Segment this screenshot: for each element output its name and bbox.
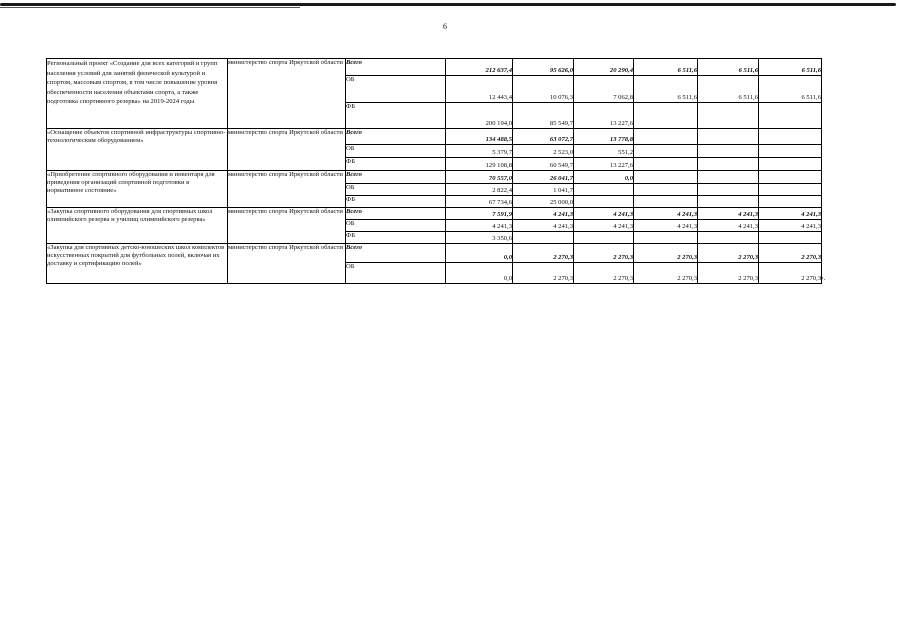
value-cell bbox=[634, 184, 698, 196]
value-cell bbox=[634, 171, 698, 184]
value-cell bbox=[759, 145, 822, 158]
value-cell: 0,0 bbox=[446, 244, 513, 263]
value-cell: 2 270,3 bbox=[513, 263, 574, 284]
table-row bbox=[47, 59, 822, 76]
value-cell: 200 194,0 bbox=[446, 103, 513, 129]
value-cell: 67 734,6 bbox=[446, 196, 513, 208]
funding-source: ФБ bbox=[346, 103, 446, 129]
value-cell: 12 443,4 bbox=[446, 76, 513, 103]
value-cell: 13 778,8 bbox=[574, 129, 634, 145]
value-cell: 4 241,3 bbox=[634, 208, 698, 220]
value-cell bbox=[634, 103, 698, 129]
value-cell: 63 072,7 bbox=[513, 129, 574, 145]
value-cell: 1 041,7 bbox=[513, 184, 574, 196]
value-cell: 10 076,3 bbox=[513, 76, 574, 103]
value-cell bbox=[759, 103, 822, 129]
table-row bbox=[47, 244, 822, 263]
value-cell: 7 062,8 bbox=[574, 76, 634, 103]
budget-table bbox=[46, 58, 822, 284]
value-cell bbox=[759, 196, 822, 208]
page-number: 6 bbox=[443, 22, 447, 31]
value-cell: 4 241,3 bbox=[634, 220, 698, 232]
ministry-name: министерство спорта Иркутской области bbox=[228, 59, 346, 129]
value-cell: 4 241,3 bbox=[513, 208, 574, 220]
value-cell: 7 591,9 bbox=[446, 208, 513, 220]
funding-source: ОБ bbox=[346, 220, 446, 232]
value-cell bbox=[634, 145, 698, 158]
value-cell bbox=[759, 232, 822, 244]
value-cell: 2 270,3 bbox=[698, 244, 759, 263]
value-cell: 129 108,8 bbox=[446, 158, 513, 171]
ministry-name: министерство спорта Иркутской области bbox=[228, 171, 346, 208]
value-cell: 212 637,4 bbox=[446, 59, 513, 76]
value-cell bbox=[513, 232, 574, 244]
funding-source: Всего bbox=[346, 208, 446, 220]
scan-edge-line bbox=[0, 3, 896, 6]
value-cell bbox=[698, 171, 759, 184]
value-cell: 0,0 bbox=[574, 171, 634, 184]
value-cell: 2 270,3 bbox=[698, 263, 759, 284]
value-cell: 13 227,6 bbox=[574, 158, 634, 171]
value-cell: 4 241,3 bbox=[574, 220, 634, 232]
value-cell: 4 241,3 bbox=[513, 220, 574, 232]
closing-quote-mark: ». bbox=[820, 274, 826, 282]
value-cell: 134 488,5 bbox=[446, 129, 513, 145]
value-cell: 6 511,6 bbox=[759, 76, 822, 103]
value-cell: 60 549,7 bbox=[513, 158, 574, 171]
value-cell: 5 379,7 bbox=[446, 145, 513, 158]
value-cell: 0,0 bbox=[446, 263, 513, 284]
project-name: Региональный проект «Создание для всех категорий и групп населения условий для занятий физической культурой и спортом, массовым спортом, в том числе повышение уровня обеспеченности населения объектами спорта, а также подготовка спортивного резерва» на 2019-2024 годы bbox=[47, 59, 228, 129]
value-cell: 6 511,6 bbox=[634, 59, 698, 76]
ministry-name: министерство спорта Иркутской области bbox=[228, 208, 346, 244]
value-cell: 25 000,0 bbox=[513, 196, 574, 208]
project-name: «Закупка спортивного оборудования для спортивных школ олимпийского резерва и училищ олимпийского резерва» bbox=[47, 208, 228, 244]
value-cell bbox=[698, 145, 759, 158]
value-cell: 6 511,6 bbox=[634, 76, 698, 103]
ministry-name: министерство спорта Иркутской области bbox=[228, 129, 346, 171]
value-cell bbox=[574, 196, 634, 208]
value-cell: 70 557,0 bbox=[446, 171, 513, 184]
value-cell: 6 511,6 bbox=[759, 59, 822, 76]
value-cell: 95 626,0 bbox=[513, 59, 574, 76]
value-cell: 4 241,3 bbox=[759, 220, 822, 232]
value-cell bbox=[759, 171, 822, 184]
value-cell: 2 523,0 bbox=[513, 145, 574, 158]
value-cell: 4 241,3 bbox=[698, 208, 759, 220]
value-cell: 6 511,6 bbox=[698, 59, 759, 76]
value-cell bbox=[698, 196, 759, 208]
scan-edge-shadow bbox=[0, 7, 300, 8]
value-cell: 13 227,6 bbox=[574, 103, 634, 129]
value-cell: 4 241,3 bbox=[698, 220, 759, 232]
value-cell bbox=[634, 232, 698, 244]
value-cell: 4 241,3 bbox=[446, 220, 513, 232]
value-cell bbox=[698, 129, 759, 145]
value-cell: 20 290,4 bbox=[574, 59, 634, 76]
value-cell: 4 241,3 bbox=[574, 208, 634, 220]
value-cell bbox=[574, 184, 634, 196]
funding-source: ФБ bbox=[346, 232, 446, 244]
value-cell bbox=[698, 232, 759, 244]
value-cell: 2 270,3 bbox=[759, 244, 822, 263]
value-cell: 2 270,3 bbox=[513, 244, 574, 263]
project-name: «Закупка для спортивных детско-юношеских школ комплектов искусственных покрытий для футбольных полей, включая их доставку и сертификацию полей» bbox=[47, 244, 228, 284]
value-cell bbox=[759, 184, 822, 196]
value-cell: 85 549,7 bbox=[513, 103, 574, 129]
ministry-name: министерство спорта Иркутской области bbox=[228, 244, 346, 284]
funding-source: Всего bbox=[346, 129, 446, 145]
funding-source: ОБ bbox=[346, 76, 446, 103]
funding-source: ФБ bbox=[346, 158, 446, 171]
value-cell: 2 270,3 bbox=[574, 244, 634, 263]
value-cell bbox=[574, 232, 634, 244]
value-cell bbox=[759, 158, 822, 171]
table-row bbox=[47, 129, 822, 145]
table-row bbox=[47, 208, 822, 220]
value-cell bbox=[759, 129, 822, 145]
value-cell: 4 241,3 bbox=[759, 208, 822, 220]
value-cell: 2 270,3 bbox=[634, 263, 698, 284]
value-cell: 2 270,3 bbox=[574, 263, 634, 284]
value-cell: 26 041,7 bbox=[513, 171, 574, 184]
value-cell: 2 270,3 bbox=[634, 244, 698, 263]
value-cell: 2 822,4 bbox=[446, 184, 513, 196]
value-cell bbox=[698, 158, 759, 171]
value-cell bbox=[634, 158, 698, 171]
funding-source: ФБ bbox=[346, 196, 446, 208]
project-name: «Оснащение объектов спортивной инфраструктуры спортивно-технологическим оборудованием» bbox=[47, 129, 228, 171]
value-cell bbox=[634, 129, 698, 145]
value-cell: 3 350,6 bbox=[446, 232, 513, 244]
funding-source: ОБ bbox=[346, 145, 446, 158]
funding-source: ОБ bbox=[346, 263, 446, 284]
project-name: «Приобретение спортивного оборудования и инвентаря для приведения организаций спортивной подготовки в нормативное состояние» bbox=[47, 171, 228, 208]
funding-source: Всего bbox=[346, 171, 446, 184]
value-cell bbox=[698, 103, 759, 129]
value-cell bbox=[698, 184, 759, 196]
table-row bbox=[47, 171, 822, 184]
value-cell: 6 511,6 bbox=[698, 76, 759, 103]
value-cell: 2 270,3 bbox=[759, 263, 822, 284]
funding-source: Всего bbox=[346, 59, 446, 76]
value-cell: 551,2 bbox=[574, 145, 634, 158]
value-cell bbox=[634, 196, 698, 208]
funding-source: ОБ bbox=[346, 184, 446, 196]
funding-source: Всего bbox=[346, 244, 446, 263]
